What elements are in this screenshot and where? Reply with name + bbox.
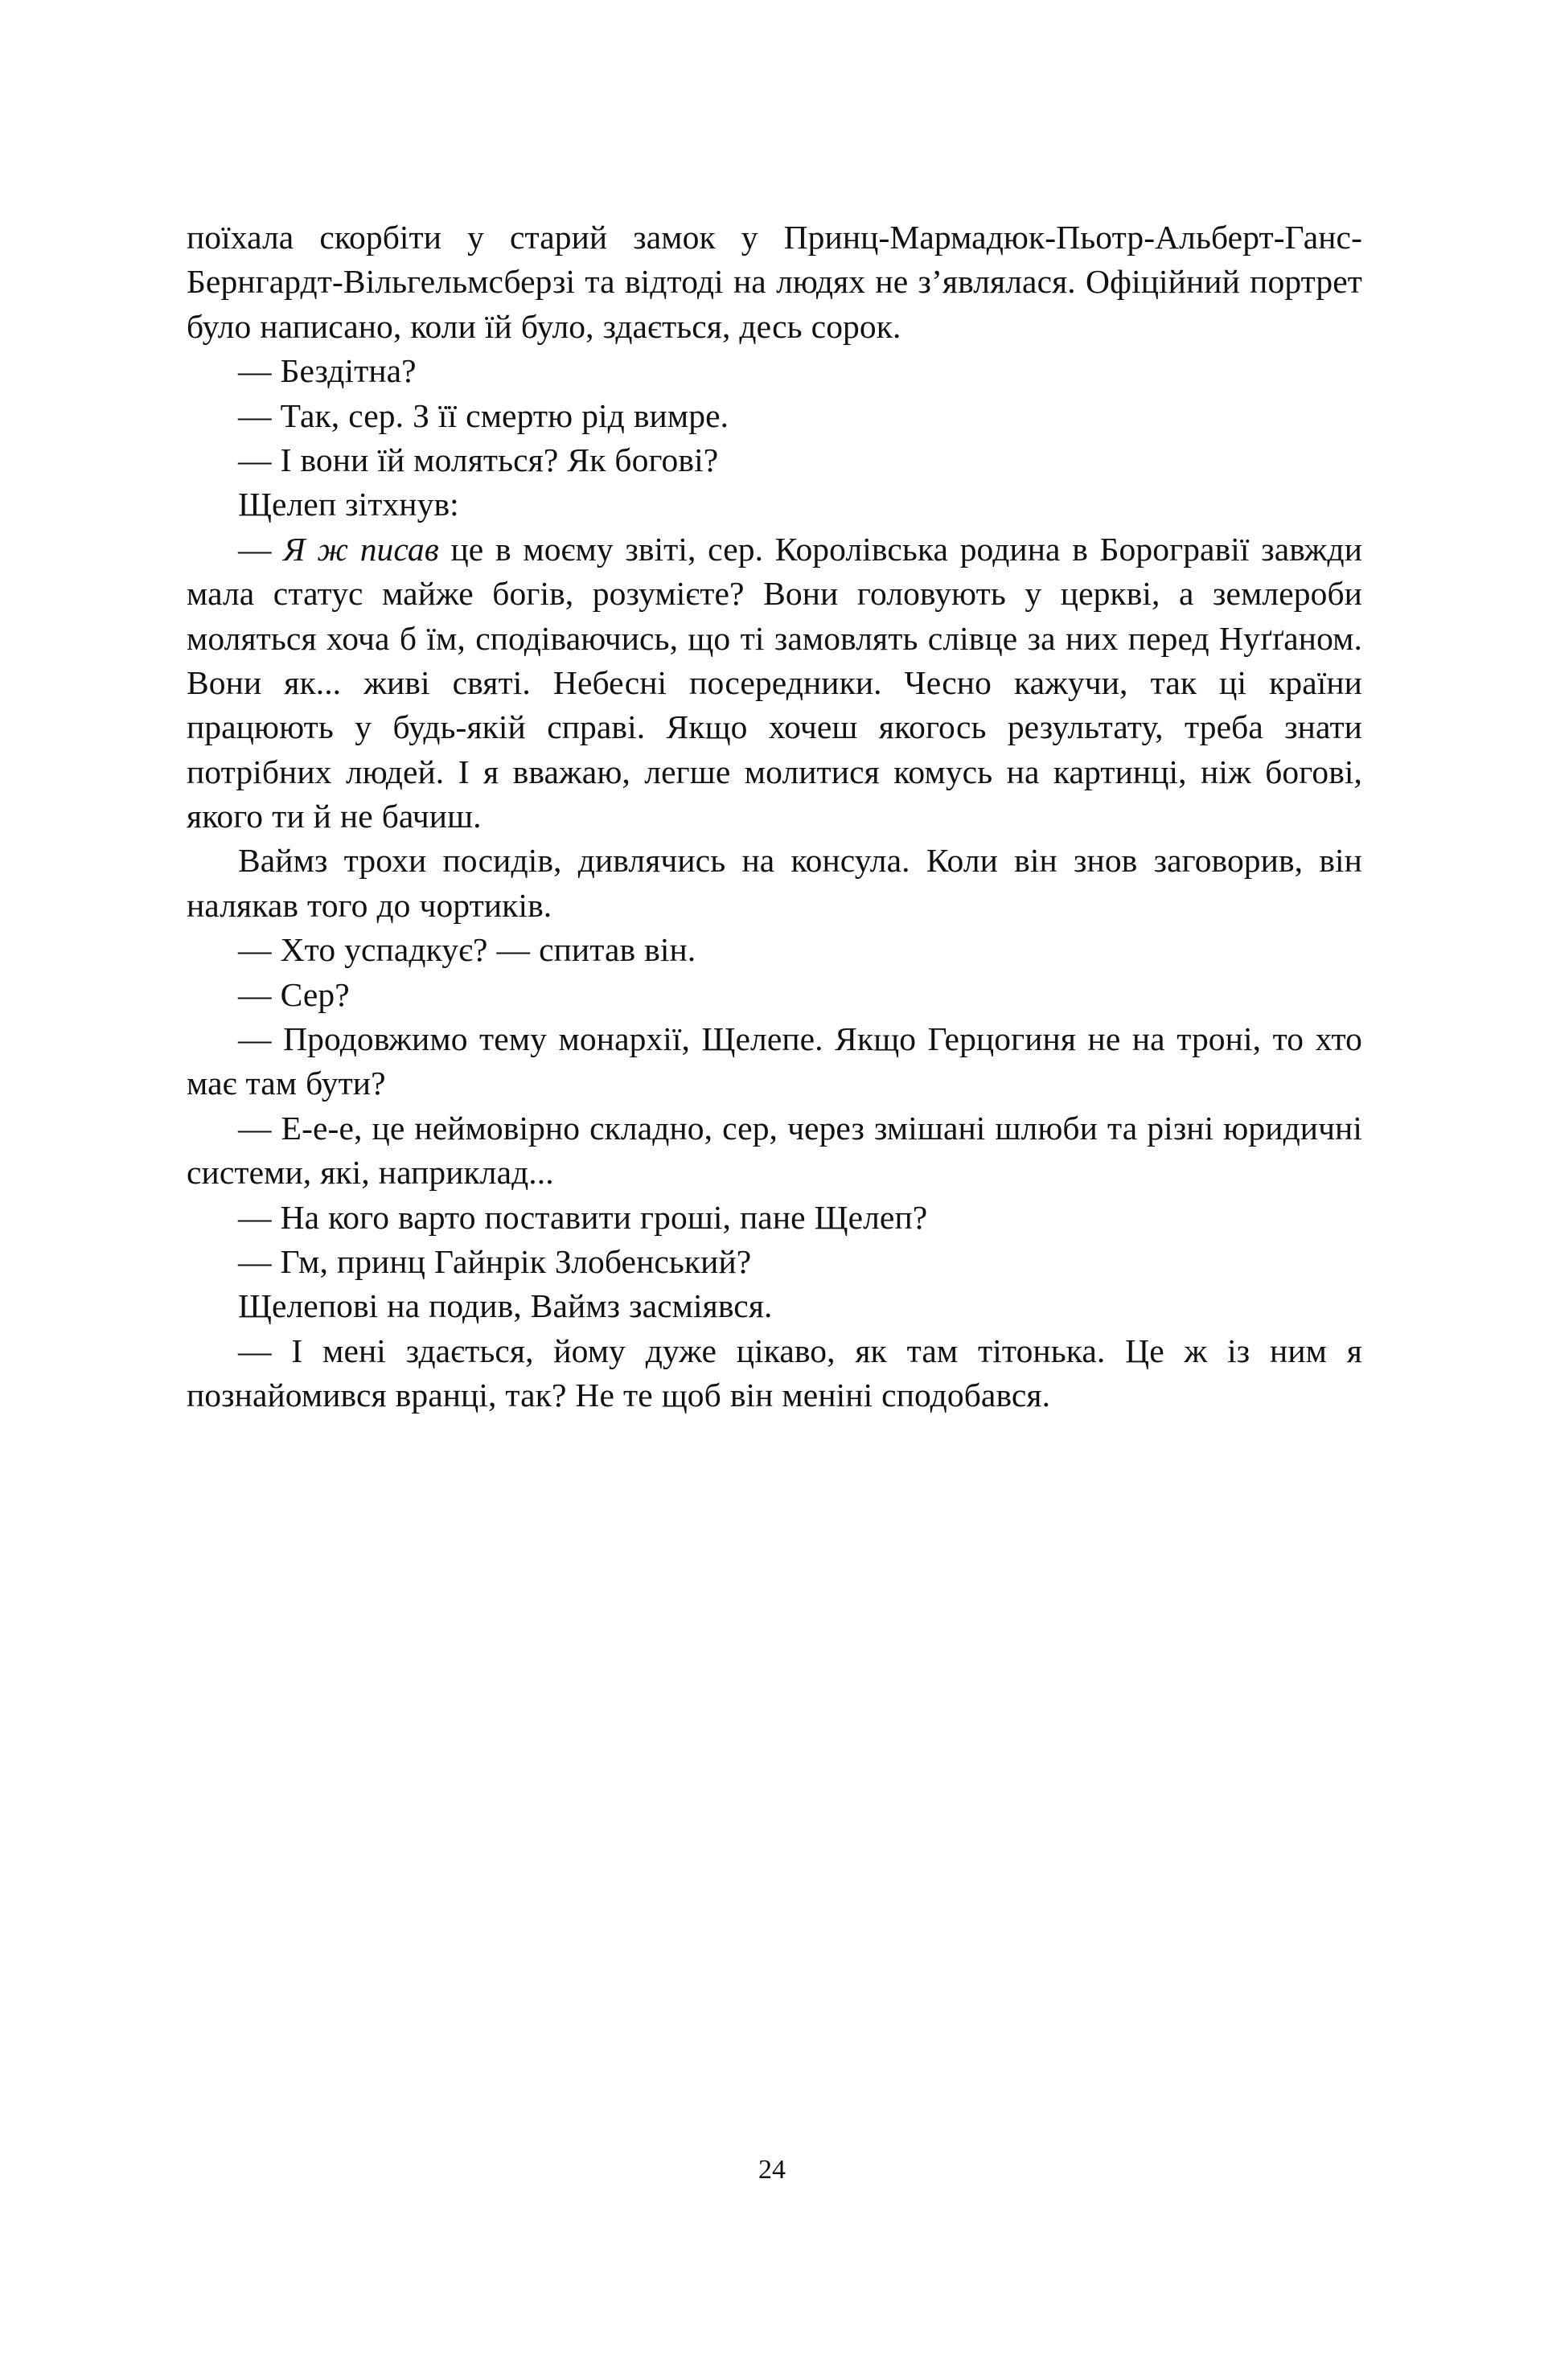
paragraph xyxy=(187,1329,1362,1418)
paragraph xyxy=(187,215,1362,349)
paragraph xyxy=(187,928,1362,972)
body-text: — І вони їй моляться? Як богові? xyxy=(238,441,719,478)
paragraph xyxy=(187,527,1362,839)
body-text: це в моєму звіті, сер. Королівська родина в Борогравії завжди мала статус майже богів, розумієте? Вони головують у церкві, а землероби моляться хоча б їм, сподіваючись, що ті замовлять слівце за них перед Нуґґаном. Вони як... живі святі. Небесні посередники. Чесно кажучи, так ці країни працюють у будь-якій справі. Якщо хочеш якогось результату, треба знати потрібних людей. І я вважаю, легше молитися комусь на картинці, ніж богові, якого ти й не бачиш. xyxy=(187,530,1363,835)
paragraph xyxy=(187,1284,1362,1328)
body-text: — Сер? xyxy=(238,975,350,1013)
paragraph xyxy=(187,1240,1362,1284)
body-text: Щелепові на подив, Ваймз засміявся. xyxy=(238,1287,773,1325)
page-number: 24 xyxy=(758,2155,786,2185)
body-text: — На кого варто поставити гроші, пане Щелеп? xyxy=(238,1198,928,1236)
body-text: Ваймз трохи посидів, дивлячись на консула. Коли він знов заговорив, він налякав того до чортиків. xyxy=(187,842,1362,924)
body-text: — І мені здається, йому дуже цікаво, як там тітонька. Це ж із ним я познайомився вранці, так? Не те щоб він меніні сподобався. xyxy=(187,1332,1362,1414)
paragraph xyxy=(187,438,1362,482)
paragraph xyxy=(187,839,1362,928)
paragraph xyxy=(187,1017,1362,1106)
body-text: — xyxy=(238,530,284,568)
body-text: — Хто успадкує? — спитав він. xyxy=(238,931,696,969)
paragraph xyxy=(187,482,1362,527)
paragraph xyxy=(187,394,1362,438)
body-text: — Продовжимо тему монархії, Щелепе. Якщо Герцогиня не на троні, то хто має там бути? xyxy=(187,1020,1362,1102)
body-text: Щелеп зітхнув: xyxy=(238,486,459,523)
paragraph xyxy=(187,1196,1362,1240)
emphasis-text: Я ж писав xyxy=(283,530,439,568)
body-text: — Так, сер. З її смертю рід вимре. xyxy=(238,396,729,434)
page-text-body xyxy=(187,215,1362,1418)
paragraph xyxy=(187,973,1362,1017)
body-text: — Бездітна? xyxy=(238,352,417,390)
body-text: — Е-е-е, це неймовірно складно, сер, через змішані шлюби та різні юридичні системи, які, наприклад... xyxy=(187,1109,1362,1192)
body-text: поїхала скорбіти у старий замок у Принц-Мармадюк-Пьотр-Альберт-Ганс-Бернгардт-Вільгельмсберзі та відтоді на людях не з’являлася. Офіційний портрет було написано, коли їй було, здається, десь сорок. xyxy=(187,219,1362,345)
body-text: — Гм, принц Гайнрік Злобенський? xyxy=(238,1242,752,1280)
paragraph xyxy=(187,349,1362,393)
paragraph xyxy=(187,1106,1362,1196)
